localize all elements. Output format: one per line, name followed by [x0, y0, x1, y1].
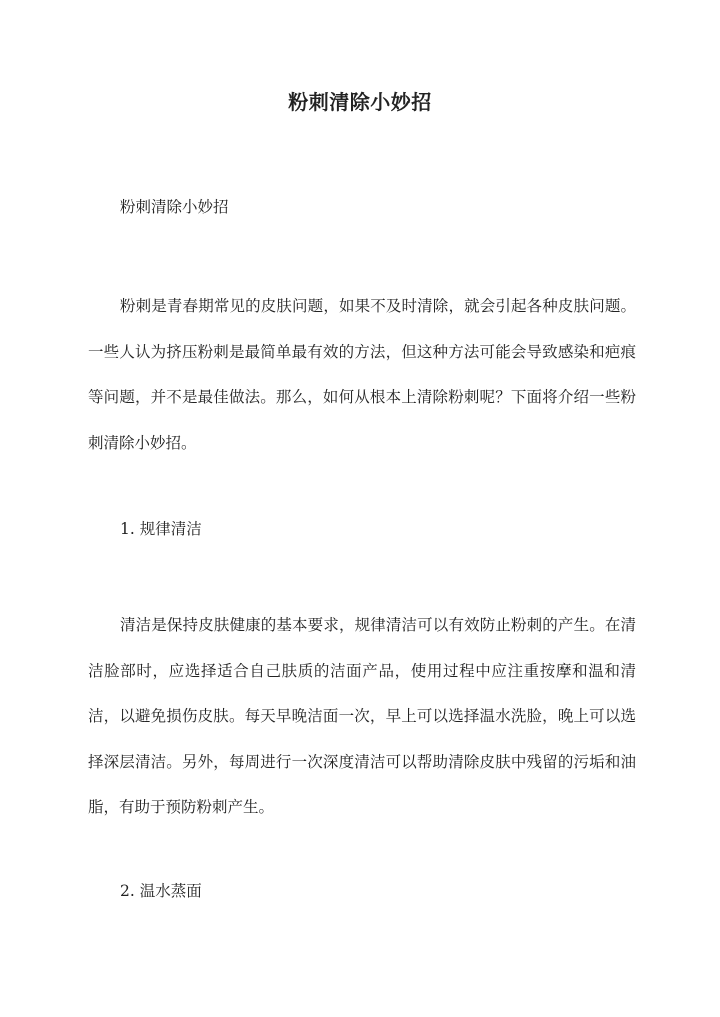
- document-title: 粉刺清除小妙招: [288, 90, 432, 114]
- section-heading-2: 2. 温水蒸面: [120, 882, 202, 900]
- subtitle-paragraph: 粉刺清除小妙招: [120, 198, 229, 216]
- intro-paragraph: 粉刺是青春期常见的皮肤问题，如果不及时清除，就会引起各种皮肤问题。一些人认为挤压粉刺是最简单最有效的方法，但这种方法可能会导致感染和疤痕等问题，并不是最佳做法。那么，如何从根本上清除粉刺呢？下面将介绍一些粉刺清除小妙招。: [88, 297, 636, 452]
- section-body-1: 清洁是保持皮肤健康的基本要求，规律清洁可以有效防止粉刺的产生。在清洁脸部时，应选择适合自己肤质的洁面产品，使用过程中应注重按摩和温和清洁，以避免损伤皮肤。每天早晚洁面一次，早上可以选择温水洗脸，晚上可以选择深层清洁。另外，每周进行一次深度清洁可以帮助清除皮肤中残留的污垢和油脂，有助于预防粉刺产生。: [88, 616, 636, 816]
- section-heading-1: 1. 规律清洁: [120, 520, 202, 538]
